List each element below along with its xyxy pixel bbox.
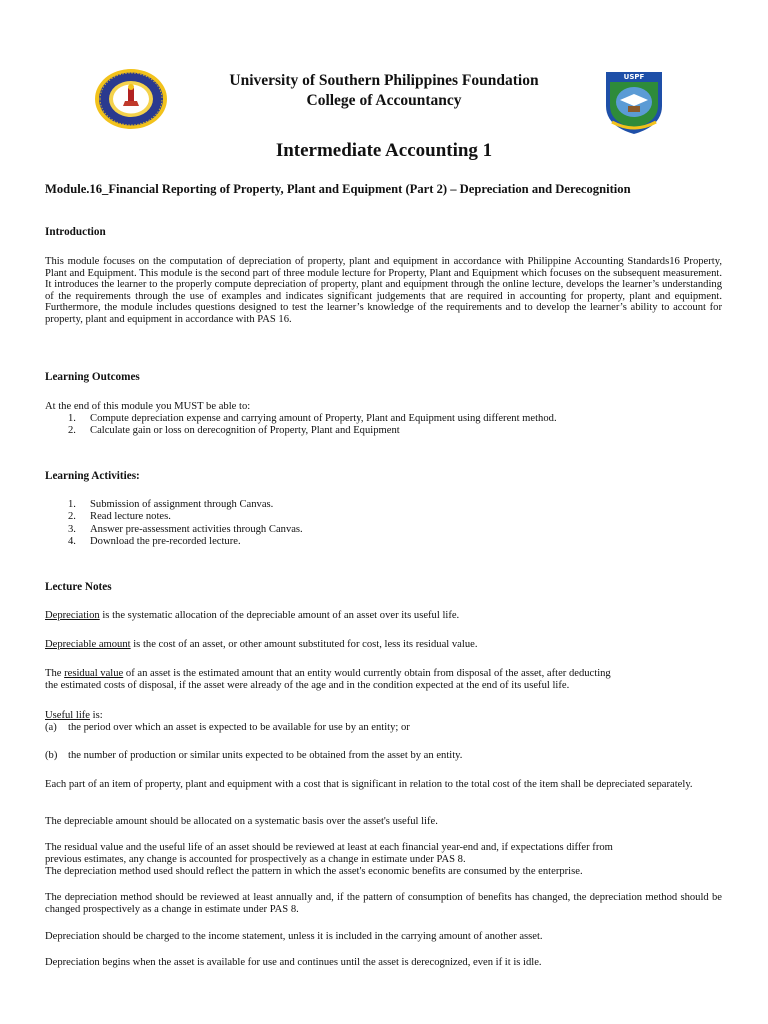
depreciation-def: is the systematic allocation of the depreciable amount of an asset over its useful life. xyxy=(99,610,460,621)
depreciable-amount-definition xyxy=(45,639,477,651)
depreciable-amount-def: is the cost of an asset, or other amount substituted for cost, less its residual value. xyxy=(130,639,478,650)
begins-paragraph: Depreciation begins when the asset is available for use and continues until the asset is derecognized, even if it is idle. xyxy=(45,957,542,968)
activity-number: 3. xyxy=(68,524,76,535)
learning-outcomes-heading: Learning Outcomes xyxy=(45,371,140,383)
college-name: College of Accountancy xyxy=(306,92,462,109)
residual-def-1: of an asset is the estimated amount that an entity would currently obtain from disposal of the asset, after deducting xyxy=(123,668,611,679)
residual-review-line-1: The residual value and the useful life of an asset should be reviewed at least at each financial year-end and, if expectations differ from xyxy=(45,842,613,853)
activity-number: 1. xyxy=(68,499,76,510)
method-reflect-paragraph: The depreciation method used should reflect the pattern in which the asset's economic benefits are consumed by the enterprise. xyxy=(45,866,583,877)
useful-a-text: the period over which an asset is expected to be available for use by an entity; or xyxy=(68,722,410,733)
outcome-number: 1. xyxy=(68,413,76,424)
seal-lettering: USPF xyxy=(623,73,645,81)
useful-a-label: (a) xyxy=(45,722,57,733)
outcome-text: Compute depreciation expense and carrying amount of Property, Plant and Equipment using different method. xyxy=(90,413,557,424)
learning-activities-heading: Learning Activities: xyxy=(45,470,140,482)
method-review-paragraph: The depreciation method should be reviewed at least annually and, if the pattern of consumption of benefits has changed, the depreciation method should be changed prospectively as a change in estimate under PAS 8. xyxy=(45,892,722,915)
residual-value-term: residual value xyxy=(64,668,124,679)
each-part-paragraph: Each part of an item of property, plant and equipment with a cost that is significant in relation to the total cost of the item shall be depreciated separately. xyxy=(45,779,693,790)
introduction-body: This module focuses on the computation of depreciation of property, plant and equipment in accordance with Philippine Accounting Standards16 Property, Plant and Equipment. This module is the second part of three module lecture for Property, Plant and Equipment which focuses on the subsequent measurement. It introduces the learner to the properly compute depreciation of property, plant and equipment through the online lecture, develops the learner’s understanding of the requirements through the use of examples and indicates significant judgements that are required in accounting for property, plant and equipment. Furthermore, the module includes questions designed to test the learner’s knowledge of the requirements and to develop the learner’s ability to account for property, plant and equipment in accordance with PAS 16. xyxy=(45,256,722,325)
useful-b-text: the number of production or similar units expected to be obtained from the asset by an entity. xyxy=(68,750,463,761)
residual-def-2: the estimated costs of disposal, if the asset were already of the age and in the condition expected at the end of its useful life. xyxy=(45,680,570,691)
depreciation-definition xyxy=(45,610,459,622)
useful-life-definition xyxy=(45,710,103,722)
outcome-text: Calculate gain or loss on derecognition of Property, Plant and Equipment xyxy=(90,425,400,436)
residual-pre: The xyxy=(45,668,65,679)
course-title: Intermediate Accounting 1 xyxy=(275,140,493,161)
useful-life-suffix: is: xyxy=(90,710,103,721)
activity-text: Download the pre-recorded lecture. xyxy=(90,536,241,547)
activity-text: Answer pre-assessment activities through Canvas. xyxy=(90,524,303,535)
outcome-number: 2. xyxy=(68,425,76,436)
residual-review-line-2: previous estimates, any change is accounted for prospectively as a change in estimate under PAS 8. xyxy=(45,854,466,865)
module-title: Module.16_Financial Reporting of Property, Plant and Equipment (Part 2) – Depreciation and Derecognition xyxy=(45,182,631,196)
residual-value-definition xyxy=(45,668,611,680)
charged-paragraph: Depreciation should be charged to the income statement, unless it is included in the carrying amount of another asset. xyxy=(45,931,543,942)
activity-text: Submission of assignment through Canvas. xyxy=(90,499,274,510)
depreciation-term: Depreciation xyxy=(45,610,100,621)
useful-life-term: Useful life xyxy=(45,710,91,721)
activity-text: Read lecture notes. xyxy=(90,511,171,522)
activity-number: 4. xyxy=(68,536,76,547)
allocated-paragraph: The depreciable amount should be allocated on a systematic basis over the asset's useful life. xyxy=(45,816,438,827)
useful-b-label: (b) xyxy=(45,750,58,761)
activity-number: 2. xyxy=(68,511,76,522)
lecture-notes-heading: Lecture Notes xyxy=(45,581,112,593)
introduction-heading: Introduction xyxy=(45,226,106,238)
learning-outcomes-intro: At the end of this module you MUST be able to: xyxy=(45,401,251,412)
university-name: University of Southern Philippines Foundation xyxy=(229,72,539,89)
depreciable-amount-term: Depreciable amount xyxy=(45,639,131,650)
